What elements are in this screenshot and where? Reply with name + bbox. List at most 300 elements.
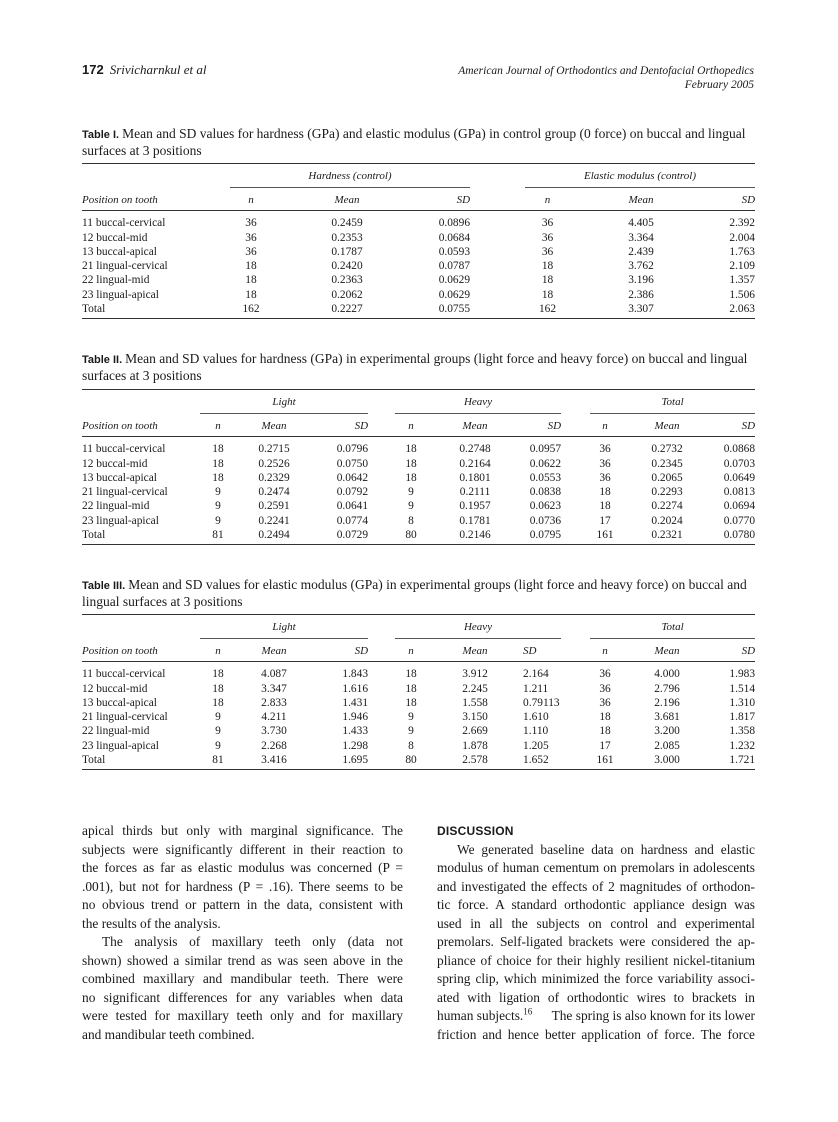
table-cell: 1.878	[462, 739, 488, 752]
table-cell: 2.164	[523, 668, 549, 681]
text-line: subjects were significantly different in their reaction to	[82, 841, 403, 857]
table-cell: 3.200	[654, 725, 680, 738]
table-row	[82, 662, 755, 682]
column-header: SD	[523, 639, 561, 662]
row-label: 12 buccal-mid	[82, 682, 148, 695]
table-cell: 0.2329	[258, 471, 290, 484]
gap-cell	[561, 662, 590, 682]
table-row	[82, 245, 755, 259]
row-label: 13 buccal-apical	[82, 245, 157, 258]
group-header-label: Heavy	[395, 620, 561, 639]
table-cell: 18	[405, 682, 417, 695]
table-cell: 4.000	[654, 668, 680, 681]
table-cell: 18	[245, 260, 257, 273]
table-cell: 36	[599, 457, 611, 470]
table-cell: 0.2241	[258, 514, 290, 527]
table-cell: 0.0553	[529, 471, 562, 484]
table-cell: 3.364	[628, 231, 654, 244]
table-cell: 36	[541, 245, 554, 258]
table-cell: 80	[405, 754, 417, 767]
column-header-row	[82, 414, 755, 437]
table-cell: 3.416	[261, 754, 287, 767]
column-header: Position on tooth	[82, 639, 200, 662]
group-header-label: Total	[590, 620, 755, 639]
table-cell: 17	[599, 739, 611, 752]
table-cell: 2.196	[654, 696, 680, 709]
table-cell: 1.946	[342, 711, 369, 724]
gap-cell	[368, 485, 395, 499]
table-cell: 18	[212, 668, 224, 681]
row-label: 21 lingual-cervical	[82, 260, 168, 273]
table-cell: 0.2459	[331, 217, 363, 230]
table-cell: 1.652	[523, 754, 549, 767]
table-cell: 0.2526	[258, 457, 290, 470]
table-row	[82, 739, 755, 753]
table-cell: 3.912	[462, 668, 488, 681]
gap-cell	[368, 514, 395, 528]
table-cell: 9	[408, 500, 414, 513]
gap-cell	[561, 414, 590, 437]
table-label: Table I.	[82, 129, 120, 141]
table-row	[82, 696, 755, 710]
section-heading: DISCUSSION	[437, 824, 514, 838]
table-cell: 1.205	[523, 739, 549, 752]
table-cell: 1.817	[729, 711, 756, 724]
column-header: Position on tooth	[82, 188, 230, 211]
table-cell: 3.196	[628, 274, 654, 287]
table-cell: 1.616	[342, 682, 369, 695]
table-cell: 0.1787	[331, 245, 363, 258]
column-header: SD	[523, 414, 561, 437]
gap-cell	[561, 485, 590, 499]
row-label: 23 lingual-apical	[82, 739, 159, 752]
gap-cell	[561, 710, 590, 724]
text-line: no significant differences for any variables when data	[82, 989, 403, 1005]
text-line: and investigated the effects of 2 magnitudes of orthodon-	[437, 878, 755, 894]
table-cell: 0.2164	[459, 457, 491, 470]
table-cell: 1.431	[342, 696, 369, 709]
table-cell: 0.1781	[459, 514, 491, 527]
text-line: We generated baseline data on hardness and elastic	[457, 841, 755, 857]
text-line: no obvious trend or pattern in the data, consistent with	[82, 897, 403, 912]
text-line: apical thirds but only with marginal significance. The	[82, 823, 403, 838]
table-cell: 18	[599, 500, 611, 513]
group-header	[395, 615, 561, 640]
text-line	[437, 1007, 755, 1026]
gap-cell	[368, 414, 395, 437]
table-cell: 0.2591	[258, 500, 290, 513]
gap-cell	[561, 753, 590, 770]
table-cell: 18	[405, 668, 417, 681]
page-number: 172	[82, 62, 104, 77]
table-cell: 2.268	[261, 739, 287, 752]
column-header: n	[395, 414, 427, 437]
text-line: and mandibular teeth combined.	[82, 1026, 255, 1042]
table-cell: 0.0736	[529, 514, 562, 527]
table-cell: 18	[405, 457, 417, 470]
table-1-caption	[82, 126, 756, 159]
gap-cell	[470, 211, 525, 231]
table-cell: 0.0787	[438, 260, 471, 273]
table-cell: 2.392	[729, 217, 756, 230]
column-header: n	[395, 639, 427, 662]
group-header	[230, 164, 470, 189]
table-cell: 0.0641	[336, 500, 369, 513]
table-cell: 2.796	[654, 682, 680, 695]
column-header-row	[82, 639, 755, 662]
table-cell: 9	[215, 500, 221, 513]
table-cell: 9	[215, 739, 221, 752]
row-label: Total	[82, 754, 106, 767]
table-cell: 0.2065	[651, 471, 683, 484]
gap-cell	[561, 615, 590, 640]
table-cell: 81	[212, 529, 224, 542]
column-header: SD	[312, 414, 368, 437]
gap-cell	[561, 499, 590, 513]
table-cell: 0.0629	[438, 274, 471, 287]
table-label: Table II.	[82, 354, 123, 366]
group-header-row	[82, 164, 755, 189]
group-header	[200, 390, 368, 415]
row-label: Total	[82, 303, 106, 316]
empty-cell	[82, 164, 230, 189]
gap-cell	[368, 710, 395, 724]
table-cell: 2.109	[729, 260, 756, 273]
table-cell: 2.439	[628, 245, 654, 258]
gap-cell	[470, 188, 525, 211]
table-cell: 0.2715	[258, 443, 290, 456]
table-cell: 36	[541, 231, 554, 244]
table-cell: 161	[596, 529, 614, 542]
gap-cell	[368, 682, 395, 696]
table-cell: 4.405	[628, 217, 654, 230]
table-cell: 18	[212, 471, 224, 484]
table-cell: 18	[212, 696, 224, 709]
column-header: Mean	[620, 639, 714, 662]
table-cell: 36	[541, 217, 554, 230]
table-cell: 18	[541, 288, 554, 301]
table-cell: 0.0770	[723, 514, 756, 527]
group-header	[590, 390, 755, 415]
text-line: the forces as far as elastic modulus was concerned (P =	[82, 860, 403, 875]
gap-cell	[561, 471, 590, 485]
table-cell: 1.358	[729, 725, 756, 738]
gap-cell	[368, 437, 395, 457]
gap-cell	[561, 390, 590, 415]
table-cell: 0.2274	[651, 500, 683, 513]
gap-cell	[470, 302, 525, 319]
group-header-row	[82, 390, 755, 415]
table-1	[82, 163, 755, 319]
table-cell: 36	[245, 217, 257, 230]
gap-cell	[368, 696, 395, 710]
journal-name: American Journal of Orthodontics and Dentofacial Orthopedics	[458, 65, 754, 77]
table-cell: 36	[599, 668, 611, 681]
table-row	[82, 457, 755, 471]
table-cell: 18	[541, 274, 554, 287]
table-cell: 0.0774	[336, 514, 369, 527]
text-line: ated with ligation of orthodontic wires to brackets in	[437, 989, 755, 1005]
gap-cell	[368, 457, 395, 471]
table-cell: 18	[599, 725, 611, 738]
table-cell: 2.085	[654, 739, 680, 752]
text-line: shown) showed a similar trend as was seen above in the	[82, 952, 403, 968]
group-header-label: Light	[200, 395, 368, 414]
caption-text: Mean and SD values for hardness (GPa) in experimental groups (light force and heavy force) on buccal and lingual surfaces at 3 positions	[82, 351, 748, 383]
table-row	[82, 273, 755, 287]
gap-cell	[368, 662, 395, 682]
text-line: combined maxillary and mandibular teeth. There were	[82, 971, 403, 986]
table-row	[82, 514, 755, 528]
group-header	[395, 390, 561, 415]
group-header	[200, 615, 368, 640]
column-header: n	[200, 414, 236, 437]
table-cell: 0.2321	[651, 529, 683, 542]
row-label: 13 buccal-apical	[82, 696, 157, 709]
table-cell: 2.245	[462, 682, 488, 695]
row-label: 11 buccal-cervical	[82, 217, 166, 230]
table-cell: 0.2062	[331, 288, 363, 301]
row-label: 23 lingual-apical	[82, 288, 159, 301]
table-cell: 36	[599, 443, 611, 456]
column-header: SD	[714, 639, 755, 662]
table-cell: 18	[245, 288, 257, 301]
gap-cell	[470, 231, 525, 245]
table-cell: 0.2420	[331, 260, 363, 273]
table-cell: 0.2227	[331, 303, 363, 316]
table-cell: 36	[599, 696, 611, 709]
text-line: spring clip, which minimized the force variability associ-	[437, 971, 755, 986]
table-cell: 18	[405, 696, 417, 709]
table-cell: 1.695	[342, 754, 369, 767]
gap-cell	[561, 514, 590, 528]
column-header: SD	[422, 188, 470, 211]
table-row	[82, 302, 755, 319]
empty-cell	[82, 615, 200, 640]
table-cell: 0.2293	[651, 486, 683, 499]
table-cell: 2.669	[462, 725, 488, 738]
table-row	[82, 288, 755, 302]
empty-cell	[82, 390, 200, 415]
running-header-right	[458, 64, 754, 92]
row-label: Total	[82, 529, 106, 542]
table-cell: 1.232	[729, 739, 756, 752]
table-cell: 1.357	[729, 274, 756, 287]
table-row	[82, 528, 755, 545]
table-cell: 0.2494	[258, 529, 290, 542]
table-row	[82, 437, 755, 457]
table-row	[82, 259, 755, 273]
table-cell: 18	[599, 711, 611, 724]
table-cell: 0.2024	[651, 514, 683, 527]
table-row	[82, 471, 755, 485]
table-cell: 2.386	[628, 288, 654, 301]
table-cell: 1.721	[729, 754, 756, 767]
table-cell: 1.110	[523, 725, 549, 738]
table-row	[82, 710, 755, 724]
running-authors: Srivicharnkul et al	[109, 62, 207, 77]
table-cell: 18	[405, 443, 417, 456]
table-2	[82, 389, 755, 545]
caption-text: Mean and SD values for hardness (GPa) and elastic modulus (GPa) in control group (0 force) on buccal and lingual surfaces at 3 positions	[82, 126, 746, 158]
table-cell: 0.0629	[438, 288, 471, 301]
table-cell: 9	[215, 711, 221, 724]
table-cell: 9	[215, 514, 221, 527]
text-line: modulus of human cementum on premolars in adolescents	[437, 860, 755, 875]
row-label: 22 lingual-mid	[82, 500, 150, 513]
gap-cell	[368, 390, 395, 415]
text-line: friction and hence better application of force. The force	[437, 1026, 755, 1042]
text-line: The analysis of maxillary teeth only (data not	[102, 934, 403, 949]
table-row	[82, 724, 755, 738]
gap-cell	[368, 499, 395, 513]
column-header: Mean	[427, 414, 523, 437]
table-cell: 1.843	[342, 668, 369, 681]
table-cell: 9	[408, 711, 414, 724]
table-2-caption	[82, 351, 756, 384]
table-cell: 18	[599, 486, 611, 499]
column-header: SD	[312, 639, 368, 662]
gap-cell	[368, 528, 395, 545]
gap-cell	[470, 288, 525, 302]
table-cell: 2.063	[729, 303, 756, 316]
gap-cell	[470, 273, 525, 287]
table-cell: 3.347	[261, 682, 287, 695]
table-cell: 1.298	[342, 739, 369, 752]
table-cell: 3.681	[654, 711, 680, 724]
column-header: n	[200, 639, 236, 662]
table-cell: 0.2111	[459, 486, 491, 499]
text-line: premolars. Self-ligated brackets were considered the ap-	[437, 934, 755, 949]
table-cell: 0.2474	[258, 486, 290, 499]
table-cell: 0.2146	[459, 529, 491, 542]
column-header: n	[590, 414, 620, 437]
body-right-column	[437, 822, 755, 1044]
column-header: Mean	[620, 414, 714, 437]
text-line: tic force. A standard orthodontic appliance design was	[437, 897, 755, 912]
group-header-label: Hardness (control)	[230, 169, 470, 188]
table-cell: 0.0642	[336, 471, 369, 484]
table-cell: 4.087	[261, 668, 287, 681]
gap-cell	[561, 682, 590, 696]
table-row	[82, 753, 755, 770]
table-cell: 9	[215, 725, 221, 738]
column-header: n	[590, 639, 620, 662]
row-label: 11 buccal-cervical	[82, 443, 166, 456]
group-header	[525, 164, 755, 189]
column-header: n	[525, 188, 570, 211]
table-cell: 0.0622	[529, 457, 562, 470]
row-label: 22 lingual-mid	[82, 274, 150, 287]
table-cell: 1.763	[729, 245, 756, 258]
column-header: n	[230, 188, 272, 211]
table-cell: 0.0796	[336, 443, 369, 456]
table-cell: 4.211	[261, 711, 287, 724]
row-label: 12 buccal-mid	[82, 231, 148, 244]
citation-superscript: 16	[523, 1006, 533, 1017]
column-header: SD	[714, 414, 755, 437]
text-line: pliance of choice for their highly resilient nickel-titanium	[437, 952, 755, 968]
gap-cell	[561, 437, 590, 457]
table-cell: 1.983	[729, 668, 756, 681]
table-cell: 80	[405, 529, 417, 542]
row-label: 13 buccal-apical	[82, 471, 157, 484]
table-cell: 0.2363	[331, 274, 363, 287]
table-cell: 9	[215, 486, 221, 499]
group-header-label: Elastic modulus (control)	[525, 169, 755, 188]
table-cell: 0.0813	[723, 486, 756, 499]
table-cell: 0.0729	[336, 529, 369, 542]
table-cell: 0.0593	[438, 245, 471, 258]
table-cell: 0.2353	[331, 231, 363, 244]
table-cell: 162	[538, 303, 557, 316]
table-cell: 0.0868	[723, 443, 756, 456]
table-cell: 0.0755	[438, 303, 471, 316]
text-fragment: The spring is also known for its lower	[551, 1008, 755, 1023]
column-header: Mean	[236, 414, 312, 437]
column-header: SD	[712, 188, 755, 211]
table-cell: 9	[408, 725, 414, 738]
table-cell: 8	[408, 739, 414, 752]
table-cell: 0.79113	[523, 696, 560, 709]
table-cell: 18	[212, 443, 224, 456]
table-3	[82, 614, 755, 770]
column-header: Mean	[570, 188, 712, 211]
table-cell: 18	[212, 682, 224, 695]
table-cell: 0.2345	[651, 457, 683, 470]
table-cell: 3.762	[628, 260, 654, 273]
table-cell: 18	[405, 471, 417, 484]
table-cell: 36	[599, 471, 611, 484]
table-cell: 2.004	[729, 231, 756, 244]
table-cell: 162	[242, 303, 260, 316]
table-cell: 1.310	[729, 696, 756, 709]
text-line: .001), but not for hardness (P = .16). There seems to be	[82, 878, 403, 894]
table-cell: 1.506	[729, 288, 756, 301]
table-label: Table III.	[82, 580, 126, 592]
row-label: 12 buccal-mid	[82, 457, 148, 470]
column-header: Mean	[236, 639, 312, 662]
table-row	[82, 682, 755, 696]
group-header-label: Heavy	[395, 395, 561, 414]
text-line: were tested for maxillary teeth only and for maxillary	[82, 1008, 403, 1023]
gap-cell	[561, 696, 590, 710]
table-cell: 3.000	[654, 754, 680, 767]
column-header: Position on tooth	[82, 414, 200, 437]
gap-cell	[368, 753, 395, 770]
table-cell: 0.2748	[459, 443, 491, 456]
gap-cell	[561, 528, 590, 545]
gap-cell	[368, 639, 395, 662]
gap-cell	[368, 615, 395, 640]
gap-cell	[561, 457, 590, 471]
column-header: Mean	[272, 188, 422, 211]
table-cell: 161	[596, 754, 614, 767]
table-cell: 0.0703	[723, 457, 756, 470]
group-header-row	[82, 615, 755, 640]
table-cell: 0.2732	[651, 443, 683, 456]
table-cell: 2.833	[261, 696, 287, 709]
table-cell: 1.514	[729, 682, 756, 695]
table-cell: 9	[408, 486, 414, 499]
group-header-label: Light	[200, 620, 368, 639]
table-row	[82, 211, 755, 231]
column-header-row	[82, 188, 755, 211]
table-cell: 0.1801	[459, 471, 491, 484]
table-cell: 0.0684	[438, 231, 471, 244]
table-cell: 18	[245, 274, 257, 287]
group-header-label: Total	[590, 395, 755, 414]
